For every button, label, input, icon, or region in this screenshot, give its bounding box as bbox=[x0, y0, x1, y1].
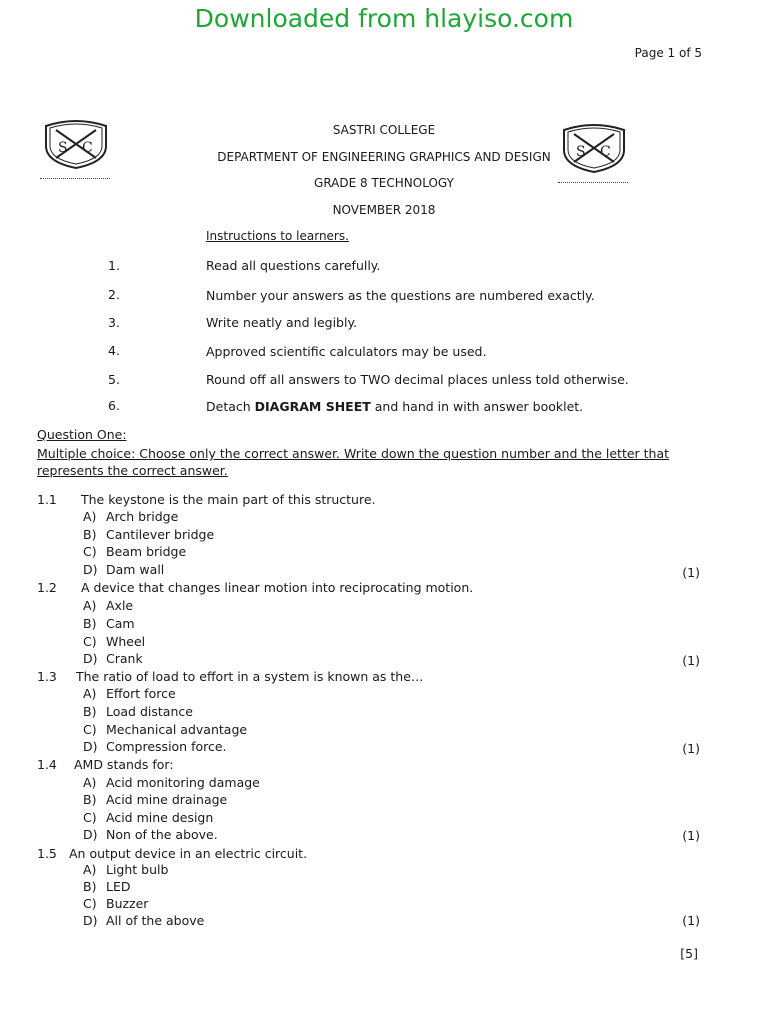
page-number: Page 1 of 5 bbox=[634, 46, 702, 60]
instruction-text: Round off all answers to TWO decimal places unless told otherwise. bbox=[206, 372, 629, 387]
instruction-text: Read all questions carefully. bbox=[206, 258, 381, 273]
option-letter: D) bbox=[83, 651, 98, 666]
option-text: Non of the above. bbox=[106, 827, 218, 842]
question-one-instruction: represents the correct answer. bbox=[37, 463, 228, 478]
option-text: Dam wall bbox=[106, 562, 165, 577]
question-number: 1.3 bbox=[37, 669, 57, 684]
option-letter: D) bbox=[83, 913, 98, 928]
mark-allocation: (1) bbox=[682, 565, 700, 580]
option-letter: B) bbox=[83, 616, 97, 631]
option-letter: A) bbox=[83, 598, 97, 613]
instruction-number: 3. bbox=[108, 315, 120, 330]
instruction-number: 6. bbox=[108, 398, 120, 413]
option-text: All of the above bbox=[106, 913, 205, 928]
department-name: DEPARTMENT OF ENGINEERING GRAPHICS AND DESIGN bbox=[217, 150, 551, 164]
option-letter: A) bbox=[83, 509, 97, 524]
option-text: Mechanical advantage bbox=[106, 722, 248, 737]
option-letter: B) bbox=[83, 704, 97, 719]
option-text: Buzzer bbox=[106, 896, 149, 911]
exam-date: NOVEMBER 2018 bbox=[332, 203, 436, 217]
option-letter: D) bbox=[83, 827, 98, 842]
option-letter: C) bbox=[83, 722, 97, 737]
option-text: Light bulb bbox=[106, 862, 169, 877]
option-text: Acid monitoring damage bbox=[106, 775, 260, 790]
watermark: Downloaded from hlayiso.com bbox=[194, 4, 574, 33]
option-text: Load distance bbox=[106, 704, 193, 719]
question-text: The keystone is the main part of this structure. bbox=[81, 492, 376, 507]
instruction-text: Number your answers as the questions are numbered exactly. bbox=[206, 288, 595, 303]
option-letter: C) bbox=[83, 634, 97, 649]
option-text: Axle bbox=[106, 598, 134, 613]
question-text: A device that changes linear motion into reciprocating motion. bbox=[81, 580, 474, 595]
question-one-heading: Question One: bbox=[37, 427, 127, 442]
option-letter: A) bbox=[83, 775, 97, 790]
option-letter: A) bbox=[83, 862, 97, 877]
school-name: SASTRI COLLEGE bbox=[332, 123, 436, 137]
option-text: Cam bbox=[106, 616, 135, 631]
option-text: Wheel bbox=[106, 634, 146, 649]
option-letter: D) bbox=[83, 562, 98, 577]
option-text: Cantilever bridge bbox=[106, 527, 215, 542]
question-number: 1.1 bbox=[37, 492, 57, 507]
option-letter: C) bbox=[83, 544, 97, 559]
mark-allocation: (1) bbox=[682, 913, 700, 928]
option-letter: B) bbox=[83, 792, 97, 807]
instruction-text-bold: DIAGRAM SHEET bbox=[254, 399, 371, 414]
option-letter: D) bbox=[83, 739, 98, 754]
crest-letter-s: S bbox=[576, 144, 586, 160]
mark-allocation: (1) bbox=[682, 653, 700, 668]
option-text: Effort force bbox=[106, 686, 176, 701]
instruction-text bbox=[206, 399, 583, 414]
question-number: 1.5 bbox=[37, 846, 57, 861]
mark-allocation: (1) bbox=[682, 828, 700, 843]
instruction-text: Approved scientific calculators may be used. bbox=[206, 344, 487, 359]
instructions-title: Instructions to learners. bbox=[206, 229, 349, 243]
mark-allocation: (1) bbox=[682, 741, 700, 756]
question-text: AMD stands for: bbox=[74, 757, 174, 772]
question-number: 1.4 bbox=[37, 757, 57, 772]
option-text: Arch bridge bbox=[106, 509, 179, 524]
instruction-number: 1. bbox=[108, 258, 120, 273]
option-letter: B) bbox=[83, 879, 97, 894]
question-text: An output device in an electric circuit. bbox=[69, 846, 308, 861]
crest-letter-c: C bbox=[600, 144, 611, 160]
question-number: 1.2 bbox=[37, 580, 57, 595]
grade-title: GRADE 8 TECHNOLOGY bbox=[314, 176, 454, 190]
section-total: [5] bbox=[680, 946, 698, 961]
option-letter: C) bbox=[83, 896, 97, 911]
instruction-text: Write neatly and legibly. bbox=[206, 315, 358, 330]
option-text: Beam bridge bbox=[106, 544, 187, 559]
option-letter: B) bbox=[83, 527, 97, 542]
instruction-number: 4. bbox=[108, 343, 120, 358]
option-text: LED bbox=[106, 879, 131, 894]
crest-letter-s: S bbox=[58, 140, 68, 156]
option-text: Acid mine design bbox=[106, 810, 214, 825]
option-text: Acid mine drainage bbox=[106, 792, 228, 807]
instruction-text-part: and hand in with answer booklet. bbox=[370, 399, 584, 414]
instruction-number: 5. bbox=[108, 372, 120, 387]
question-one-instruction: Multiple choice: Choose only the correct answer. Write down the question number and the letter that bbox=[37, 446, 670, 461]
option-text: Crank bbox=[106, 651, 143, 666]
option-text: Compression force. bbox=[106, 739, 227, 754]
crest-letter-c: C bbox=[82, 140, 93, 156]
option-letter: A) bbox=[83, 686, 97, 701]
question-text: The ratio of load to effort in a system is known as the… bbox=[76, 669, 424, 684]
instruction-text-part: Detach bbox=[206, 399, 255, 414]
instruction-number: 2. bbox=[108, 287, 120, 302]
option-letter: C) bbox=[83, 810, 97, 825]
